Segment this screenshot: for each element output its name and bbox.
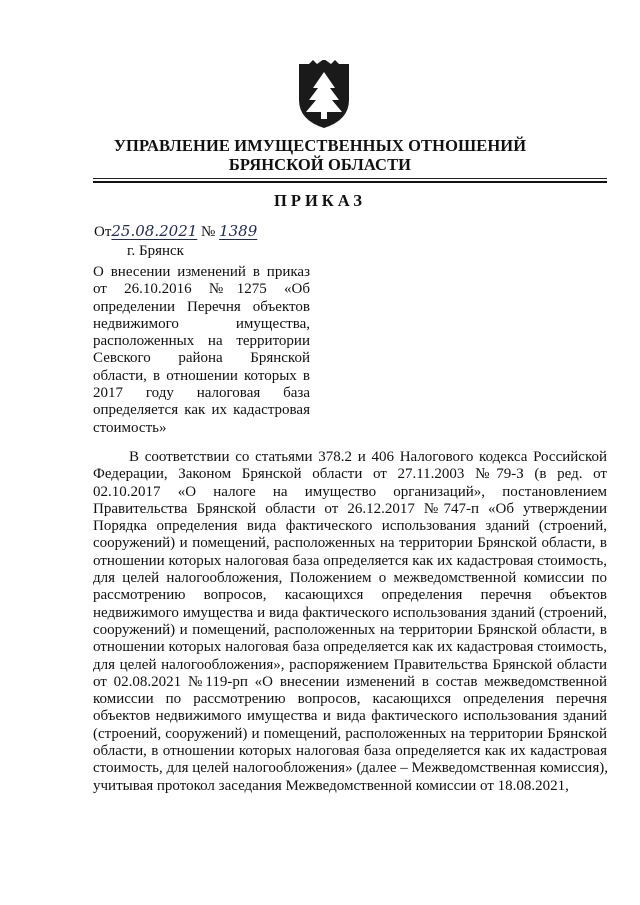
body-line: Правительства Брянской области от 26.12.2017 №747-п «Об утверждении <box>93 500 607 517</box>
document-type-title: ПРИКАЗ <box>274 191 366 210</box>
subject-line: области, в отношении которых в <box>93 367 310 384</box>
body-line: недвижимого имущества и вида фактического использования зданий (строений, <box>93 604 607 621</box>
subject-line: недвижимого имущества, <box>93 315 310 332</box>
body-line: Порядка определения вида фактического использования зданий (строений, <box>93 518 607 535</box>
subject-line: О внесении изменений в приказ <box>93 264 310 280</box>
city-label: г. Брянск <box>127 243 184 259</box>
order-preamble <box>93 449 607 795</box>
number-prefix: № <box>201 224 216 240</box>
coat-of-arms-icon <box>295 60 353 130</box>
body-line: для целей налогообложения», распоряжением Правительства Брянской области <box>93 656 607 673</box>
subject-line: определяется как их кадастровая <box>93 402 310 419</box>
body-line: стоимость, для целей налогообложения» (далее – Межведомственная комиссия), <box>93 760 608 777</box>
body-line: рассмотрению вопросов, касающихся определения перечня объектов <box>93 587 607 604</box>
body-line: В соответствии со статьями 378.2 и 406 Налогового кодекса Российской <box>129 449 607 465</box>
issuing-organization <box>0 136 640 174</box>
handwritten-date: 25.08.2021 <box>111 222 198 240</box>
body-line: сооружений) и помещений, расположенных на территории Брянской области, в <box>93 621 607 638</box>
body-line: комиссии по рассмотрению вопросов, касающихся определения перечня <box>93 691 607 708</box>
header-divider-thin <box>93 178 607 179</box>
body-line: 02.10.2017 «О налоге на имущество организаций», постановлением <box>93 483 607 500</box>
body-line: Федерации, Законом Брянской области от 27.11.2003 №79-З (в ред. от <box>93 466 607 483</box>
handwritten-number: 1389 <box>219 222 258 240</box>
subject-line: определении Перечня объектов <box>93 298 310 315</box>
order-subject <box>93 264 310 437</box>
body-line: от 02.08.2021 №119-рп «О внесении изменений в состав межведомственной <box>93 673 607 690</box>
subject-line: Севского района Брянской <box>93 350 310 367</box>
date-prefix: От <box>94 224 112 240</box>
body-line: отношении которых налоговая база определяется как их кадастровая стоимость, <box>93 552 607 569</box>
subject-line: расположенных на территории <box>93 333 310 350</box>
org-name-line-1: УПРАВЛЕНИЕ ИМУЩЕСТВЕННЫХ ОТНОШЕНИЙ <box>113 136 527 155</box>
date-number-line <box>94 222 257 241</box>
body-line: отношении которых налоговая база определяется как их кадастровая стоимость, <box>93 639 607 656</box>
org-name-line-2: БРЯНСКОЙ ОБЛАСТИ <box>228 155 412 174</box>
body-line: для целей налогообложения, Положением о межведомственной комиссии по <box>93 570 607 587</box>
subject-line: стоимость» <box>93 419 167 436</box>
body-line: сооружений) и помещений, расположенных на территории Брянской области, в <box>93 535 607 552</box>
subject-line: 2017 году налоговая база <box>93 385 310 402</box>
body-line: объектов недвижимого имущества и вида фактического использования зданий <box>93 708 607 725</box>
subject-line: от 26.10.2016 №1275 «Об <box>93 281 310 298</box>
body-line: области, в отношении которых налоговая база определяется как их кадастровая <box>93 743 607 760</box>
body-line: учитывая протокол заседания Межведомственной комиссии от 18.08.2021, <box>93 777 569 794</box>
body-line: (строений, сооружений) и помещений, расположенных на территории Брянской <box>93 725 607 742</box>
header-divider-thick <box>93 181 607 183</box>
